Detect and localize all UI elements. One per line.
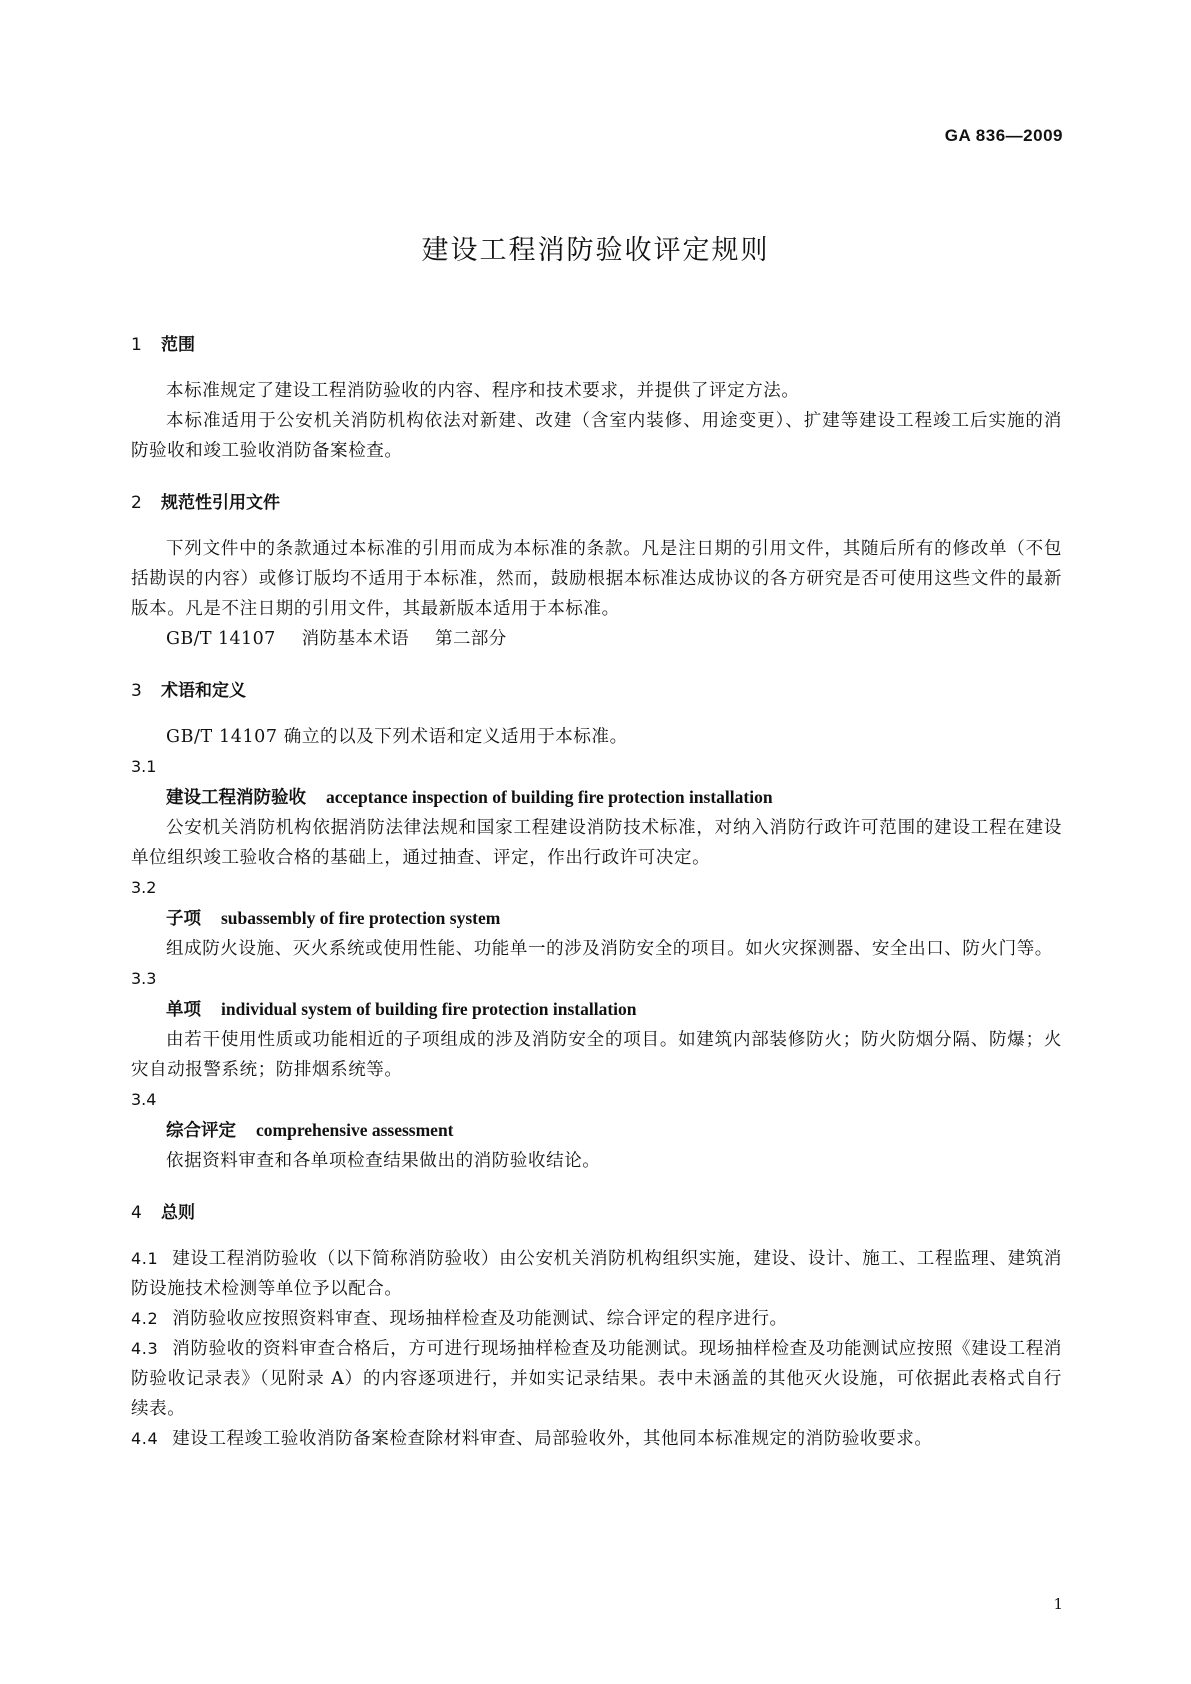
normative-reference [131,624,1062,654]
section-number: 3 [131,681,142,701]
section-title: 总则 [161,1203,195,1223]
term-number: 3.1 [131,757,157,776]
term-english: acceptance inspection of building fire protection installation [326,787,773,807]
clause [131,1244,1062,1304]
term-chinese: 子项 [166,909,201,929]
paragraph: GB/T 14107 确立的以及下列术语和定义适用于本标准。 [166,727,628,747]
section-number: 1 [131,335,142,355]
term-definition: 依据资料审查和各单项检查结果做出的消防验收结论。 [166,1151,601,1171]
section-number: 2 [131,493,142,513]
term-chinese: 综合评定 [166,1121,236,1141]
paragraph: 下列文件中的条款通过本标准的引用而成为本标准的条款。凡是注日期的引用文件，其随后所有的修改单（不包括勘误的内容）或修订版均不适用于本标准，然而，鼓励根据本标准达成协议的各方研究是否可使用这些文件的最新版本。凡是不注日期的引用文件，其最新版本适用于本标准。 [131,539,1062,619]
term-english: subassembly of fire protection system [221,908,501,928]
clause-text: 建设工程竣工验收消防备案检查除材料审查、局部验收外，其他同本标准规定的消防验收要求。 [172,1429,933,1449]
section-2-heading [131,488,1062,518]
term-english: comprehensive assessment [256,1120,454,1140]
term-number: 3.3 [131,969,157,988]
clause [131,1304,1062,1334]
section-4-heading [131,1198,1062,1228]
clause-number: 4.2 [131,1309,159,1328]
clause-text: 建设工程消防验收（以下简称消防验收）由公安机关消防机构组织实施，建设、设计、施工、工程监理、建筑消防设施技术检测等单位予以配合。 [131,1249,1062,1299]
paragraph: 本标准适用于公安机关消防机构依法对新建、改建（含室内装修、用途变更）、扩建等建设工程竣工后实施的消防验收和竣工验收消防备案检查。 [131,411,1062,461]
term-number: 3.2 [131,878,157,897]
clause-text: 消防验收的资料审查合格后，方可进行现场抽样检查及功能测试。现场抽样检查及功能测试应按照《建设工程消防验收记录表》（见附录 A）的内容逐项进行，并如实记录结果。表中未涵盖的其他灭火设施，可依据此表格式自行续表。 [131,1339,1062,1419]
clause [131,1334,1062,1424]
reference-code: GB/T 14107 [166,629,276,649]
term-heading [131,994,1062,1025]
document-body [131,330,1062,1454]
page-number: 1 [1053,1595,1063,1613]
standard-number: GA 836—2009 [944,126,1063,145]
section-3-heading [131,676,1062,706]
section-title: 范围 [161,335,195,355]
section-1-heading [131,330,1062,360]
term-heading [131,903,1062,934]
document-title: 建设工程消防验收评定规则 [421,235,770,266]
term-english: individual system of building fire protection installation [221,999,637,1019]
paragraph: 本标准规定了建设工程消防验收的内容、程序和技术要求，并提供了评定方法。 [166,381,800,401]
section-title: 术语和定义 [161,681,246,701]
section-number: 4 [131,1203,142,1223]
clause [131,1424,1062,1454]
clause-number: 4.4 [131,1429,159,1448]
term-definition: 组成防火设施、灭火系统或使用性能、功能单一的涉及消防安全的项目。如火灾探测器、安全出口、防火门等。 [166,939,1053,959]
reference-title: 消防基本术语 [301,629,410,649]
section-title: 规范性引用文件 [161,493,280,513]
term-heading [131,1115,1062,1146]
term-definition: 由若干使用性质或功能相近的子项组成的涉及消防安全的项目。如建筑内部装修防火；防火防烟分隔、防爆；火灾自动报警系统；防排烟系统等。 [131,1030,1062,1080]
clause-number: 4.1 [131,1249,159,1268]
term-definition: 公安机关消防机构依据消防法律法规和国家工程建设消防技术标准，对纳入消防行政许可范围的建设工程在建设单位组织竣工验收合格的基础上，通过抽查、评定，作出行政许可决定。 [131,818,1062,868]
term-heading [131,782,1062,813]
reference-part: 第二部分 [435,629,507,649]
term-chinese: 单项 [166,1000,201,1020]
clause-number: 4.3 [131,1339,159,1358]
term-number: 3.4 [131,1090,157,1109]
clause-text: 消防验收应按照资料审查、现场抽样检查及功能测试、综合评定的程序进行。 [172,1309,788,1329]
term-chinese: 建设工程消防验收 [166,788,306,808]
